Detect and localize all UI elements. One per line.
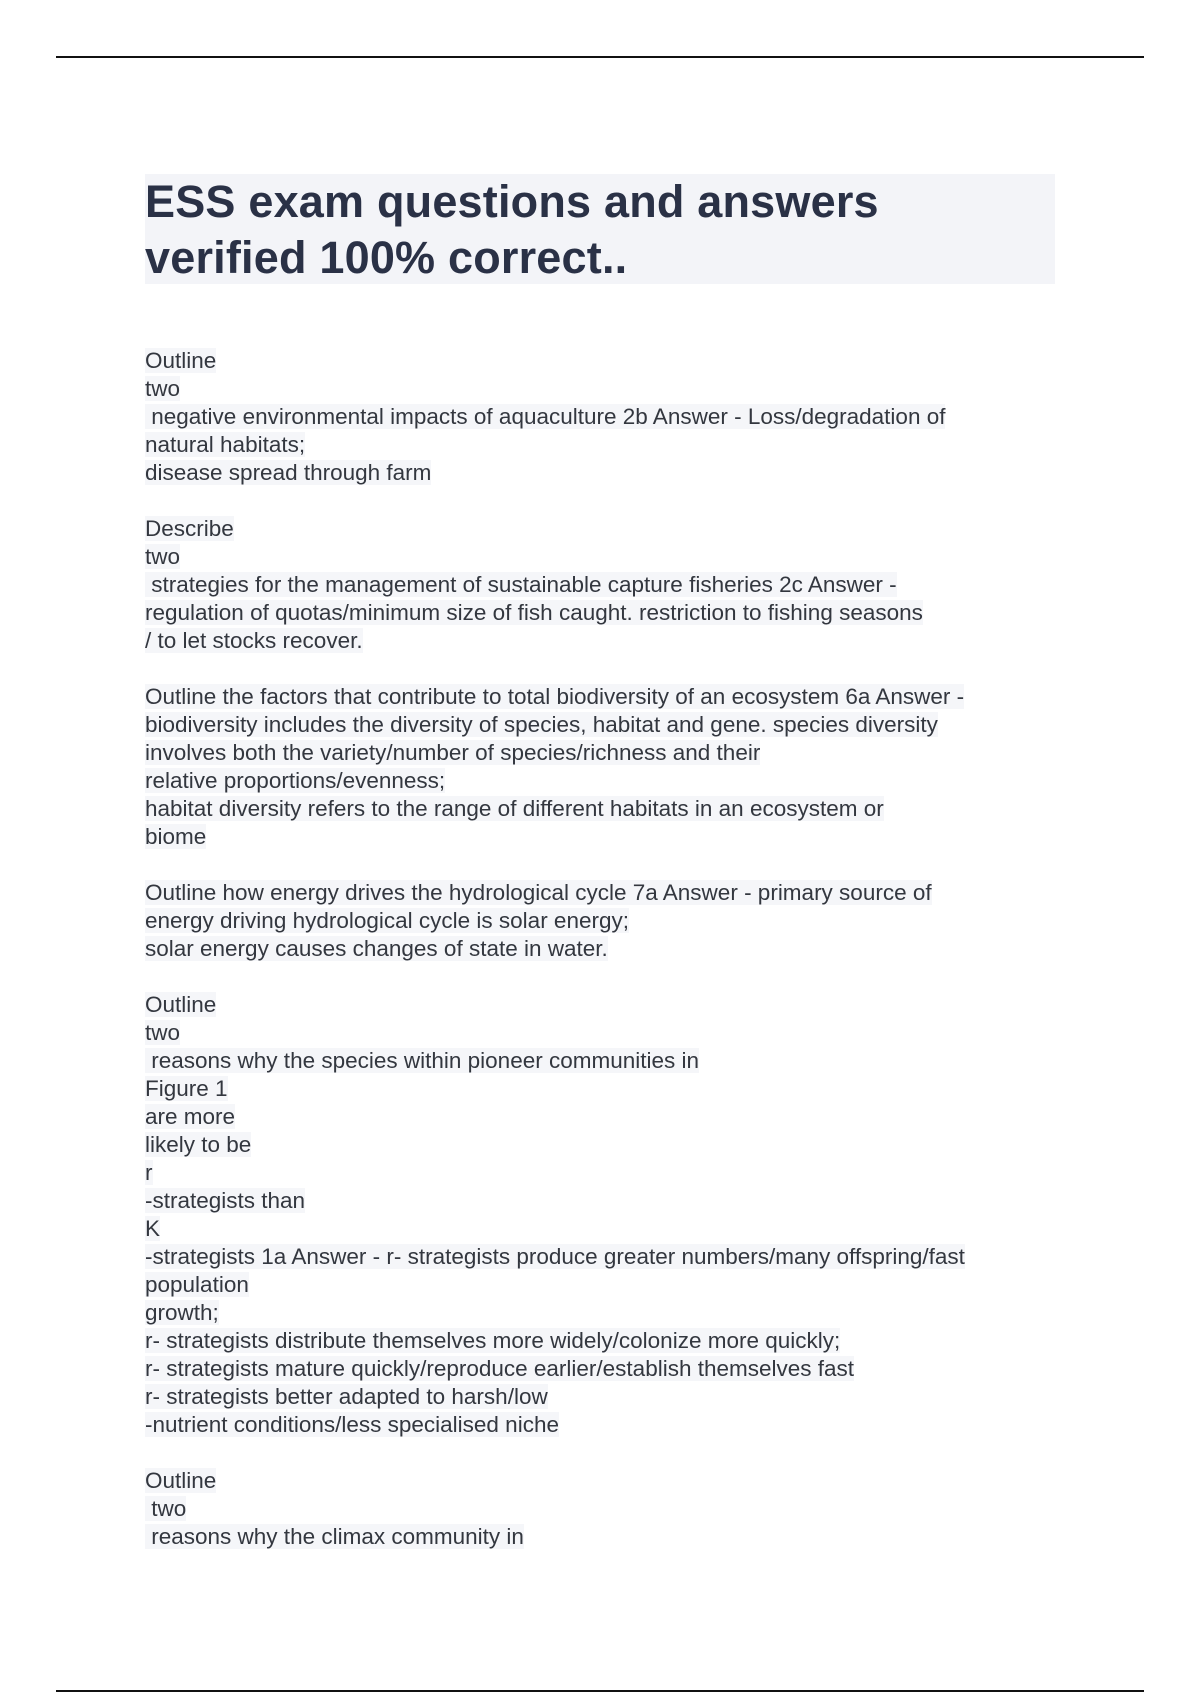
text-line (145, 1271, 1055, 1299)
text-line (145, 1355, 1055, 1383)
text-line-content: natural habitats; (145, 432, 306, 457)
text-line (145, 1467, 1055, 1495)
text-line-content: Outline (145, 992, 217, 1017)
text-line-content: r- strategists distribute themselves more widely/colonize more quickly; (145, 1328, 841, 1353)
text-line-content: disease spread through farm (145, 460, 432, 485)
text-line (145, 571, 1055, 599)
text-line-content: negative environmental impacts of aquaculture 2b Answer - Loss/degradation of (145, 404, 946, 429)
header-rule (56, 56, 1144, 58)
text-line-content: Describe (145, 516, 234, 541)
text-line-content: involves both the variety/number of species/richness and their (145, 740, 761, 765)
text-line (145, 403, 1055, 431)
text-line (145, 1075, 1055, 1103)
document-title (145, 174, 1049, 286)
qa-block (145, 879, 1055, 963)
text-line-content: biome (145, 824, 207, 849)
text-line (145, 431, 1055, 459)
text-line (145, 1327, 1055, 1355)
text-line (145, 543, 1055, 571)
text-line-content: K (145, 1216, 161, 1241)
text-line (145, 627, 1055, 655)
text-line (145, 711, 1055, 739)
text-line-content: reasons why the climax community in (145, 1524, 524, 1549)
text-line (145, 1243, 1055, 1271)
text-line (145, 1187, 1055, 1215)
text-line-content: r- strategists better adapted to harsh/low (145, 1384, 548, 1409)
text-line-content: relative proportions/evenness; (145, 768, 446, 793)
text-line-content: biodiversity includes the diversity of species, habitat and gene. species diversity (145, 712, 938, 737)
text-line (145, 1131, 1055, 1159)
qa-block (145, 347, 1055, 487)
title-line-1: ESS exam questions and answers (145, 176, 879, 227)
text-line-content: Outline the factors that contribute to total biodiversity of an ecosystem 6a Answer - (145, 684, 965, 709)
text-line (145, 739, 1055, 767)
text-line-content: habitat diversity refers to the range of different habitats in an ecosystem or (145, 796, 884, 821)
text-line (145, 375, 1055, 403)
question-answer-list (145, 347, 1055, 1551)
text-line (145, 459, 1055, 487)
text-line-content: likely to be (145, 1132, 252, 1157)
qa-block (145, 683, 1055, 851)
text-line-content: Figure 1 (145, 1076, 228, 1101)
text-line-content: regulation of quotas/minimum size of fish caught. restriction to fishing seasons (145, 600, 923, 625)
text-line (145, 1019, 1055, 1047)
text-line (145, 1411, 1055, 1439)
text-line-content: r- strategists mature quickly/reproduce earlier/establish themselves fast (145, 1356, 855, 1381)
document-body (145, 174, 1055, 1579)
text-line (145, 1215, 1055, 1243)
text-line-content: two (145, 376, 181, 401)
text-line-content: r (145, 1160, 153, 1185)
text-line (145, 1299, 1055, 1327)
text-line-content: Outline how energy drives the hydrological cycle 7a Answer - primary source of (145, 880, 932, 905)
text-line-content: growth; (145, 1300, 219, 1325)
text-line (145, 1523, 1055, 1551)
text-line-content: / to let stocks recover. (145, 628, 363, 653)
qa-block (145, 515, 1055, 655)
text-line (145, 1103, 1055, 1131)
qa-block (145, 991, 1055, 1439)
text-line-content: Outline (145, 348, 217, 373)
text-line-content: solar energy causes changes of state in water. (145, 936, 608, 961)
text-line (145, 1159, 1055, 1187)
text-line-content: population (145, 1272, 249, 1297)
text-line (145, 515, 1055, 543)
text-line (145, 1383, 1055, 1411)
text-line (145, 823, 1055, 851)
text-line (145, 1047, 1055, 1075)
qa-block (145, 1467, 1055, 1551)
text-line-content: -nutrient conditions/less specialised niche (145, 1412, 559, 1437)
text-line-content: Outline (145, 1468, 217, 1493)
text-line (145, 991, 1055, 1019)
text-line-content: strategies for the management of sustainable capture fisheries 2c Answer - (145, 572, 897, 597)
text-line (145, 683, 1055, 711)
text-line-content: two (145, 544, 181, 569)
text-line-content: two (145, 1020, 181, 1045)
text-line (145, 1495, 1055, 1523)
text-line-content: reasons why the species within pioneer communities in (145, 1048, 700, 1073)
text-line (145, 599, 1055, 627)
text-line (145, 347, 1055, 375)
footer-rule (56, 1690, 1144, 1692)
text-line (145, 907, 1055, 935)
text-line (145, 767, 1055, 795)
title-line-2: verified 100% correct.. (145, 232, 628, 283)
text-line-content: are more (145, 1104, 236, 1129)
title-box (145, 174, 1055, 284)
text-line (145, 879, 1055, 907)
text-line-content: two (145, 1496, 187, 1521)
text-line (145, 935, 1055, 963)
text-line-content: -strategists than (145, 1188, 306, 1213)
text-line-content: energy driving hydrological cycle is solar energy; (145, 908, 629, 933)
text-line (145, 795, 1055, 823)
text-line-content: -strategists 1a Answer - r- strategists produce greater numbers/many offspring/fast (145, 1244, 965, 1269)
